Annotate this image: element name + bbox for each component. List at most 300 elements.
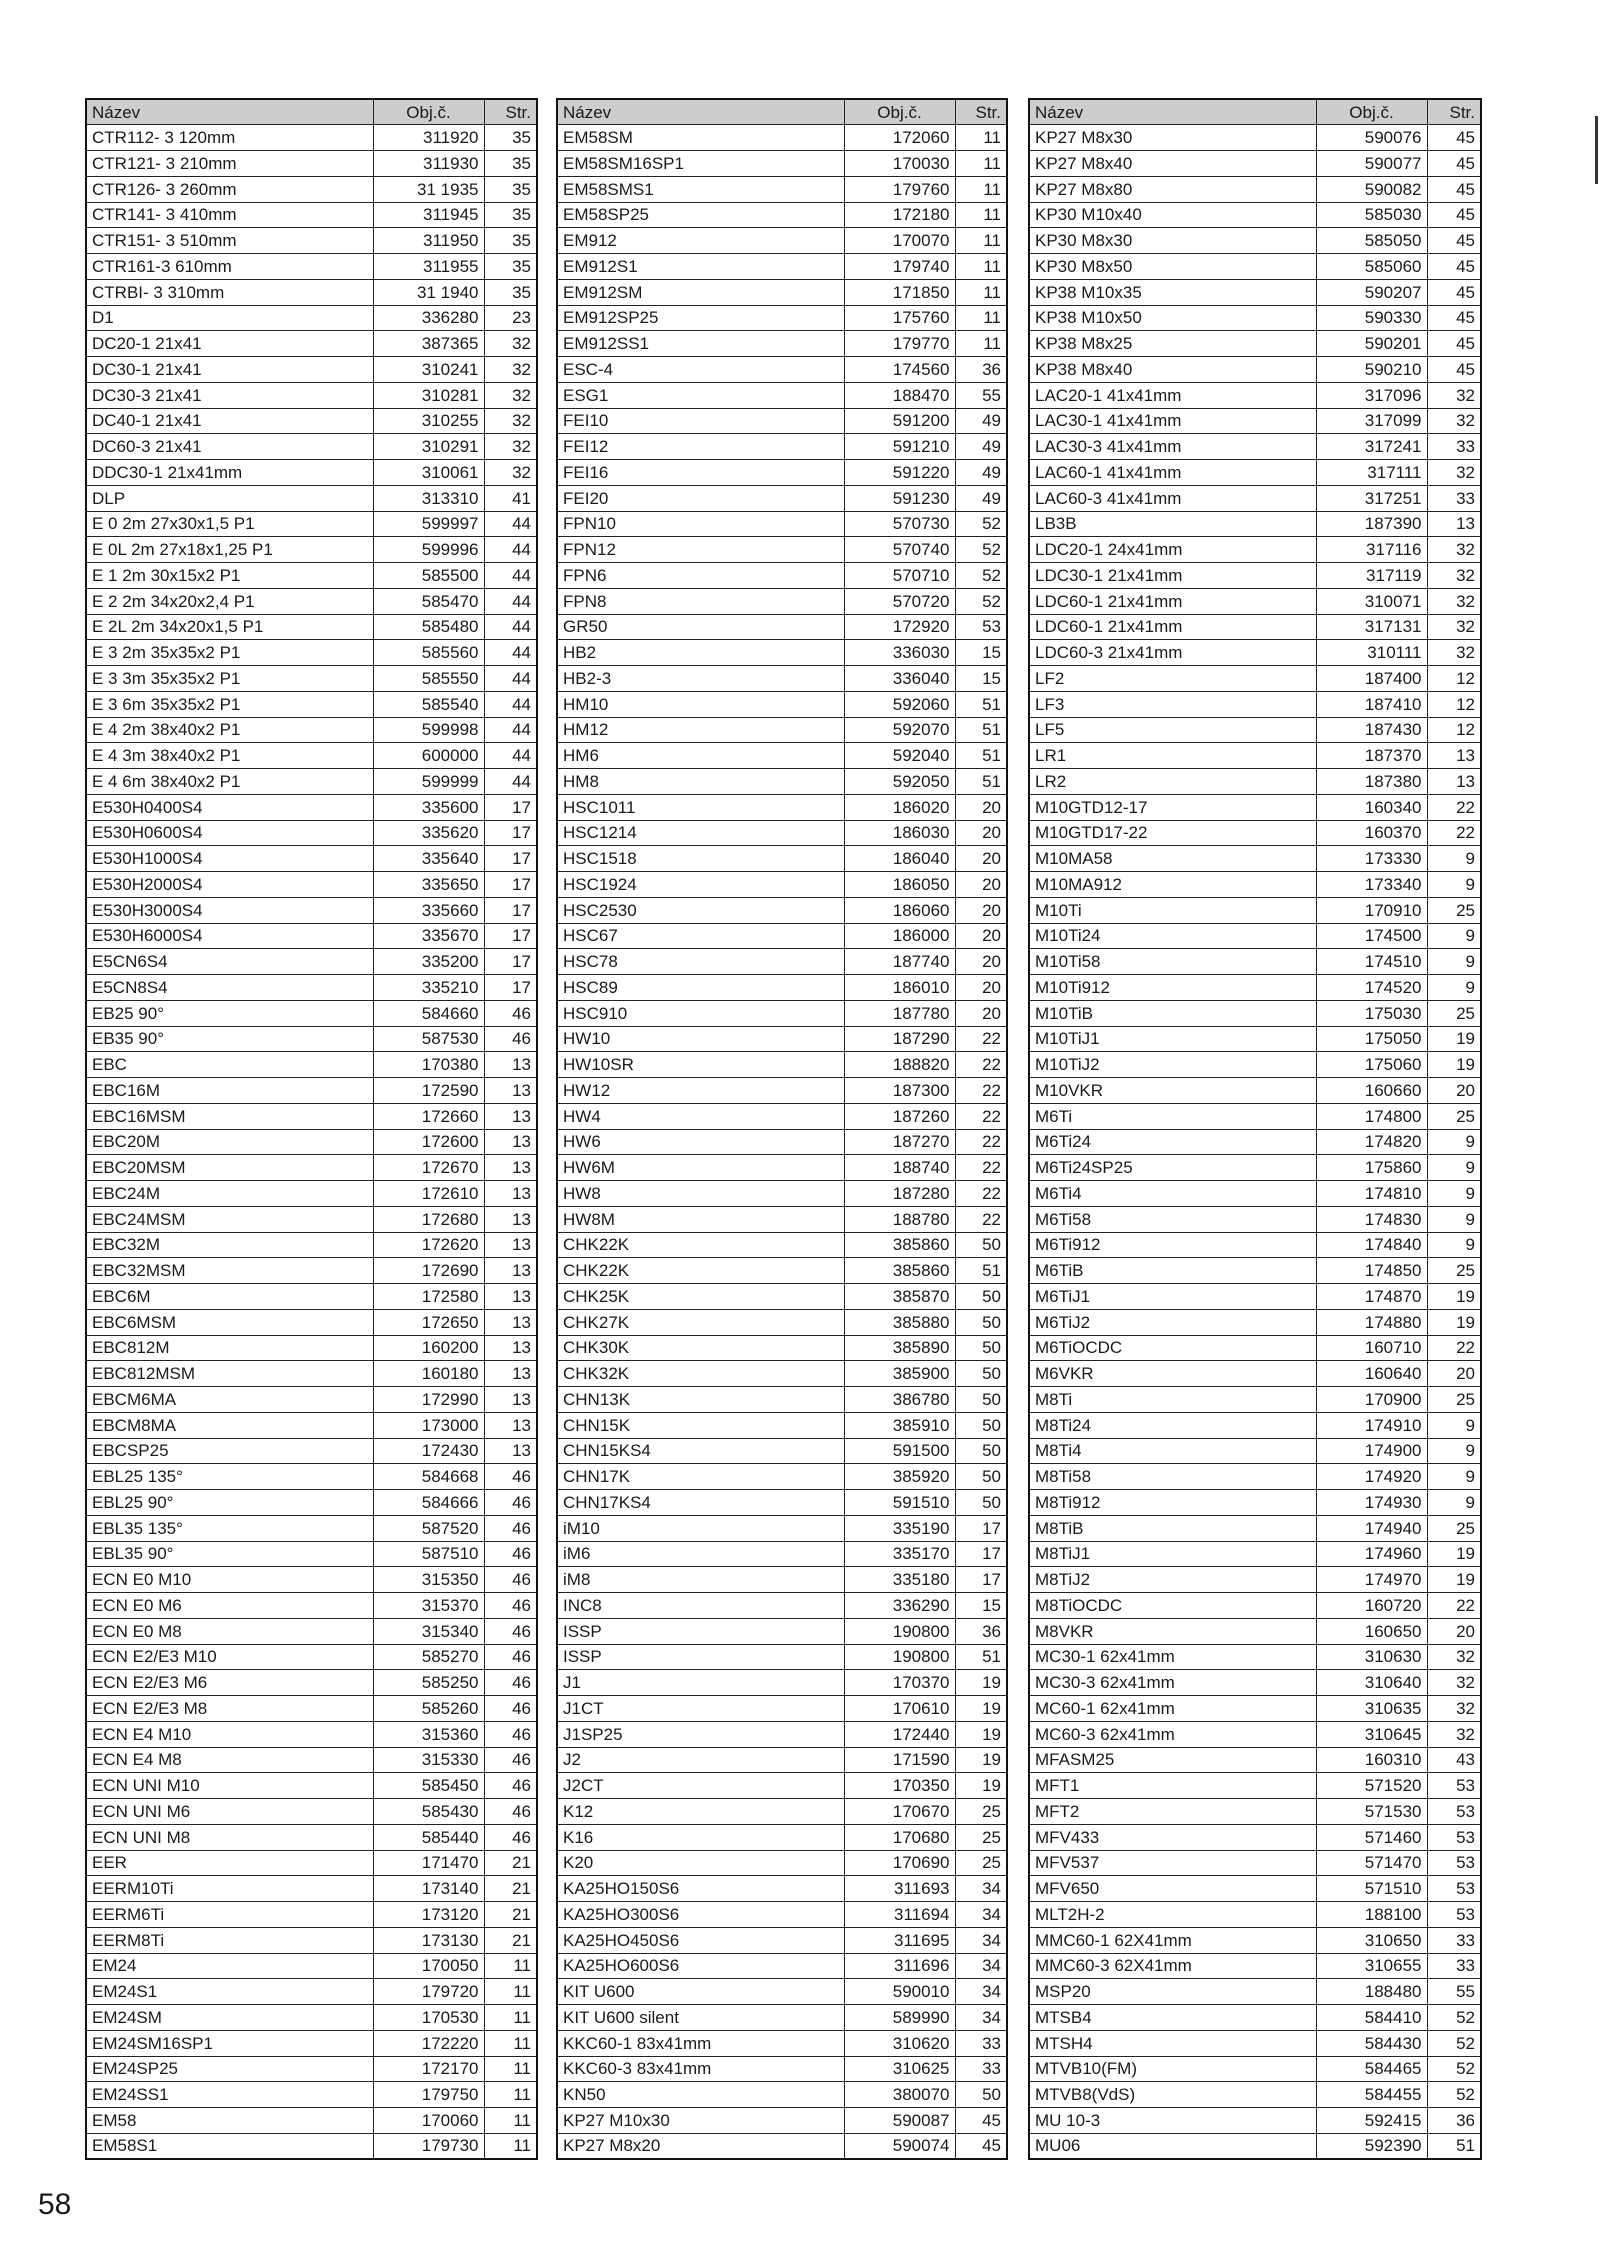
page-cell: 35 [484,176,537,202]
table-row [86,1103,537,1129]
item-name-cell: J2CT [557,1773,844,1799]
item-name-cell: M10TiB [1029,1000,1316,1026]
page-cell: 15 [955,1593,1007,1619]
page-cell: 49 [955,408,1007,434]
page-cell: 13 [484,1129,537,1155]
table-row [1029,1799,1481,1825]
page-cell: 51 [1427,2133,1481,2159]
order-number-cell: 585060 [1316,254,1427,280]
page-cell: 11 [955,176,1007,202]
page-cell: 20 [1427,1361,1481,1387]
order-number-cell: 584666 [373,1490,484,1516]
page-cell: 33 [955,2030,1007,2056]
page-cell: 44 [484,511,537,537]
table-row [557,1850,1007,1876]
order-number-cell: 592040 [844,743,955,769]
order-number-cell: 179770 [844,331,955,357]
order-number-cell: 160340 [1316,794,1427,820]
column-header-name: Název [1029,99,1316,125]
page-cell: 22 [955,1155,1007,1181]
table-row [86,897,537,923]
table-row [1029,1876,1481,1902]
order-number-cell: 172220 [373,2030,484,2056]
table-header [557,99,1007,125]
table-row [557,1876,1007,1902]
order-number-cell: 335650 [373,872,484,898]
item-name-cell: LF3 [1029,691,1316,717]
table-row [86,1593,537,1619]
index-table-3 [1028,98,1482,2160]
order-number-cell: 310655 [1316,1953,1427,1979]
page-cell: 21 [484,1876,537,1902]
order-number-cell: 170370 [844,1670,955,1696]
order-number-cell: 187430 [1316,717,1427,743]
page-cell: 34 [955,2005,1007,2031]
table-row [557,872,1007,898]
item-name-cell: EBC16M [86,1078,373,1104]
item-name-cell: M6Ti4 [1029,1181,1316,1207]
table-row [557,1721,1007,1747]
table-row [86,1979,537,2005]
page-cell: 11 [484,2030,537,2056]
item-name-cell: CTR141- 3 410mm [86,202,373,228]
table-row [86,331,537,357]
table-row [86,691,537,717]
item-name-cell: MU06 [1029,2133,1316,2159]
page-cell: 52 [1427,2082,1481,2108]
item-name-cell: KA25HO600S6 [557,1953,844,1979]
table-row [1029,2108,1481,2134]
table-row [557,1361,1007,1387]
table-row [86,1078,537,1104]
item-name-cell: EBC16MSM [86,1103,373,1129]
table-row [86,1412,537,1438]
table-row [557,1232,1007,1258]
table-row [557,228,1007,254]
item-name-cell: HW10 [557,1026,844,1052]
table-row [557,949,1007,975]
order-number-cell: 336280 [373,305,484,331]
page-cell: 43 [1427,1747,1481,1773]
page-cell: 22 [955,1078,1007,1104]
order-number-cell: 592390 [1316,2133,1427,2159]
item-name-cell: DLP [86,485,373,511]
order-number-cell: 187370 [1316,743,1427,769]
table-row [86,743,537,769]
table-row [557,614,1007,640]
table-row [86,1541,537,1567]
page-cell: 46 [484,1490,537,1516]
item-name-cell: FEI16 [557,460,844,486]
page-cell: 36 [955,1618,1007,1644]
item-name-cell: M10TiJ1 [1029,1026,1316,1052]
order-number-cell: 591210 [844,434,955,460]
page-cell: 51 [955,743,1007,769]
item-name-cell: LB3B [1029,511,1316,537]
order-number-cell: 186050 [844,872,955,898]
order-number-cell: 175030 [1316,1000,1427,1026]
order-number-cell: 310061 [373,460,484,486]
order-number-cell: 172590 [373,1078,484,1104]
page-cell: 52 [1427,2030,1481,2056]
page-cell: 50 [955,1438,1007,1464]
table-row [86,1850,537,1876]
order-number-cell: 310635 [1316,1696,1427,1722]
page-cell: 46 [484,1026,537,1052]
order-number-cell: 585030 [1316,202,1427,228]
order-number-cell: 174850 [1316,1258,1427,1284]
item-name-cell: LAC30-1 41x41mm [1029,408,1316,434]
item-name-cell: EM912S1 [557,254,844,280]
table-row [1029,1696,1481,1722]
table-row [557,1335,1007,1361]
table-row [1029,614,1481,640]
item-name-cell: M10MA912 [1029,872,1316,898]
table-row [557,1515,1007,1541]
table-row [557,1464,1007,1490]
item-name-cell: EBL35 90° [86,1541,373,1567]
page-cell: 9 [1427,975,1481,1001]
item-name-cell: EM24SP25 [86,2056,373,2082]
item-name-cell: ECN E0 M8 [86,1618,373,1644]
order-number-cell: 571470 [1316,1850,1427,1876]
table-row [557,1593,1007,1619]
order-number-cell: 171850 [844,279,955,305]
table-row [86,1567,537,1593]
page-cell: 34 [955,1902,1007,1928]
page-cell: 11 [955,305,1007,331]
order-number-cell: 160720 [1316,1593,1427,1619]
item-name-cell: FPN12 [557,537,844,563]
page-cell: 46 [484,1000,537,1026]
order-number-cell: 584668 [373,1464,484,1490]
page-cell: 46 [484,1721,537,1747]
item-name-cell: KP38 M10x35 [1029,279,1316,305]
table-row [1029,151,1481,177]
table-row [1029,1541,1481,1567]
page-cell: 19 [1427,1284,1481,1310]
table-row [1029,1953,1481,1979]
page-cell: 52 [955,563,1007,589]
order-number-cell: 174910 [1316,1412,1427,1438]
table-row [86,1464,537,1490]
page-cell: 17 [484,794,537,820]
item-name-cell: KP27 M8x80 [1029,176,1316,202]
page-cell: 53 [955,614,1007,640]
table-row [1029,382,1481,408]
table-row [1029,228,1481,254]
table-body [557,125,1007,2159]
table-row [557,846,1007,872]
order-number-cell: 179720 [373,1979,484,2005]
table-row [557,279,1007,305]
item-name-cell: KP27 M8x30 [1029,125,1316,151]
page-cell: 17 [484,820,537,846]
item-name-cell: HW10SR [557,1052,844,1078]
table-row [1029,1155,1481,1181]
page-cell: 19 [1427,1052,1481,1078]
order-number-cell: 174940 [1316,1515,1427,1541]
table-row [1029,176,1481,202]
order-number-cell: 585440 [373,1824,484,1850]
table-row [86,1927,537,1953]
item-name-cell: M6TiOCDC [1029,1335,1316,1361]
page-cell: 19 [1427,1309,1481,1335]
page-cell: 11 [955,279,1007,305]
item-name-cell: M8VKR [1029,1618,1316,1644]
item-name-cell: EM24SM16SP1 [86,2030,373,2056]
item-name-cell: MC60-3 62x41mm [1029,1721,1316,1747]
item-name-cell: ISSP [557,1644,844,1670]
item-name-cell: CHK22K [557,1258,844,1284]
item-name-cell: J1 [557,1670,844,1696]
table-row [557,1824,1007,1850]
item-name-cell: EM912SS1 [557,331,844,357]
page-cell: 35 [484,151,537,177]
page-cell: 46 [484,1799,537,1825]
order-number-cell: 590330 [1316,305,1427,331]
table-row [86,1490,537,1516]
order-number-cell: 174840 [1316,1232,1427,1258]
order-number-cell: 175860 [1316,1155,1427,1181]
table-row [557,1412,1007,1438]
table-row [1029,794,1481,820]
item-name-cell: EERM8Ti [86,1927,373,1953]
page-cell: 11 [955,228,1007,254]
order-number-cell: 311945 [373,202,484,228]
page-cell: 45 [955,2133,1007,2159]
page-cell: 13 [1427,743,1481,769]
table-header [1029,99,1481,125]
order-number-cell: 170530 [373,2005,484,2031]
item-name-cell: DDC30-1 21x41mm [86,460,373,486]
page-cell: 52 [1427,2056,1481,2082]
order-number-cell: 385920 [844,1464,955,1490]
page-cell: 50 [955,1490,1007,1516]
page-cell: 19 [1427,1541,1481,1567]
table-row [86,2030,537,2056]
table-row [1029,1206,1481,1232]
order-number-cell: 571530 [1316,1799,1427,1825]
page-cell: 50 [955,1335,1007,1361]
order-number-cell: 174830 [1316,1206,1427,1232]
table-row [1029,1490,1481,1516]
table-row [1029,1747,1481,1773]
order-number-cell: 175060 [1316,1052,1427,1078]
item-name-cell: KP27 M8x40 [1029,151,1316,177]
page-cell: 36 [955,357,1007,383]
table-row [86,1335,537,1361]
order-number-cell: 584455 [1316,2082,1427,2108]
item-name-cell: HSC1214 [557,820,844,846]
item-name-cell: KP30 M8x50 [1029,254,1316,280]
table-row [557,305,1007,331]
item-name-cell: EBCSP25 [86,1438,373,1464]
page-cell: 44 [484,563,537,589]
page-cell: 32 [1427,563,1481,589]
item-name-cell: MMC60-1 62X41mm [1029,1927,1316,1953]
item-name-cell: E530H0600S4 [86,820,373,846]
item-name-cell: CHK32K [557,1361,844,1387]
item-name-cell: MTVB8(VdS) [1029,2082,1316,2108]
page-cell: 25 [1427,1387,1481,1413]
order-number-cell: 591200 [844,408,955,434]
table-row [557,640,1007,666]
item-name-cell: EM24SS1 [86,2082,373,2108]
item-name-cell: FPN6 [557,563,844,589]
item-name-cell: EM58S1 [86,2133,373,2159]
item-name-cell: MTVB10(FM) [1029,2056,1316,2082]
order-number-cell: 187270 [844,1129,955,1155]
order-number-cell: 590210 [1316,357,1427,383]
table-row [1029,331,1481,357]
order-number-cell: 174810 [1316,1181,1427,1207]
order-number-cell: 188740 [844,1155,955,1181]
order-number-cell: 187280 [844,1181,955,1207]
order-number-cell: 172600 [373,1129,484,1155]
order-number-cell: 591510 [844,1490,955,1516]
table-row [1029,846,1481,872]
table-row [1029,1438,1481,1464]
item-name-cell: LDC60-1 21x41mm [1029,614,1316,640]
page-cell: 20 [1427,1078,1481,1104]
item-name-cell: HSC2530 [557,897,844,923]
item-name-cell: INC8 [557,1593,844,1619]
table-row [557,408,1007,434]
page-cell: 13 [484,1078,537,1104]
item-name-cell: CHN17KS4 [557,1490,844,1516]
item-name-cell: HW6 [557,1129,844,1155]
table-row [86,1438,537,1464]
item-name-cell: ECN E2/E3 M6 [86,1670,373,1696]
table-row [86,563,537,589]
table-row [86,1773,537,1799]
table-row [557,717,1007,743]
item-name-cell: E530H1000S4 [86,846,373,872]
column-header-order-number: Obj.č. [844,99,955,125]
order-number-cell: 170050 [373,1953,484,1979]
table-row [557,1644,1007,1670]
item-name-cell: MFV433 [1029,1824,1316,1850]
item-name-cell: LAC30-3 41x41mm [1029,434,1316,460]
page-cell: 53 [1427,1876,1481,1902]
item-name-cell: HW12 [557,1078,844,1104]
order-number-cell: 310625 [844,2056,955,2082]
item-name-cell: CTR161-3 610mm [86,254,373,280]
item-name-cell: GR50 [557,614,844,640]
table-row [86,717,537,743]
table-row [557,460,1007,486]
order-number-cell: 590087 [844,2108,955,2134]
order-number-cell: 186000 [844,923,955,949]
column-header-order-number: Obj.č. [373,99,484,125]
item-name-cell: MC30-3 62x41mm [1029,1670,1316,1696]
order-number-cell: 317099 [1316,408,1427,434]
item-name-cell: KKC60-3 83x41mm [557,2056,844,2082]
order-number-cell: 317131 [1316,614,1427,640]
order-number-cell: 179760 [844,176,955,202]
page-cell: 15 [955,640,1007,666]
order-number-cell: 592060 [844,691,955,717]
column-header-page: Str. [955,99,1007,125]
item-name-cell: KA25HO450S6 [557,1927,844,1953]
order-number-cell: 171590 [844,1747,955,1773]
page-cell: 22 [955,1129,1007,1155]
page-cell: 41 [484,485,537,511]
order-number-cell: 179730 [373,2133,484,2159]
order-number-cell: 172620 [373,1232,484,1258]
table-row [1029,485,1481,511]
table-row [1029,1902,1481,1928]
table-body [86,125,537,2159]
item-name-cell: LDC20-1 24x41mm [1029,537,1316,563]
table-row [1029,1773,1481,1799]
item-name-cell: J2 [557,1747,844,1773]
order-number-cell: 172610 [373,1181,484,1207]
order-number-cell: 173330 [1316,846,1427,872]
table-row [1029,2005,1481,2031]
page-cell: 19 [1427,1026,1481,1052]
order-number-cell: 591500 [844,1438,955,1464]
order-number-cell: 170350 [844,1773,955,1799]
table-row [557,1078,1007,1104]
page-cell: 33 [1427,485,1481,511]
page-cell: 45 [1427,228,1481,254]
item-name-cell: EBC [86,1052,373,1078]
table-row [1029,1026,1481,1052]
order-number-cell: 311695 [844,1927,955,1953]
order-number-cell: 315330 [373,1747,484,1773]
order-number-cell: 385860 [844,1258,955,1284]
table-row [86,1696,537,1722]
item-name-cell: ECN UNI M8 [86,1824,373,1850]
page-cell: 45 [1427,357,1481,383]
page-cell: 46 [484,1593,537,1619]
table-row [1029,1618,1481,1644]
page-cell: 32 [1427,614,1481,640]
table-row [1029,537,1481,563]
table-row [557,176,1007,202]
order-number-cell: 186010 [844,975,955,1001]
order-number-cell: 311950 [373,228,484,254]
page-cell: 13 [484,1155,537,1181]
page-cell: 22 [1427,1335,1481,1361]
item-name-cell: M8TiOCDC [1029,1593,1316,1619]
table-row [557,254,1007,280]
table-row [1029,975,1481,1001]
order-number-cell: 590207 [1316,279,1427,305]
table-row [86,1515,537,1541]
page-cell: 11 [484,2082,537,2108]
order-number-cell: 160310 [1316,1747,1427,1773]
page-cell: 9 [1427,1206,1481,1232]
order-number-cell: 587530 [373,1026,484,1052]
item-name-cell: EBC20M [86,1129,373,1155]
table-row [1029,1078,1481,1104]
item-name-cell: M6Ti [1029,1103,1316,1129]
header-row [1029,99,1481,125]
item-name-cell: EBC6MSM [86,1309,373,1335]
item-name-cell: HM10 [557,691,844,717]
page-cell: 53 [1427,1902,1481,1928]
item-name-cell: LR2 [1029,769,1316,795]
order-number-cell: 335620 [373,820,484,846]
column-header-name: Název [557,99,844,125]
table-row [86,1902,537,1928]
page-cell: 9 [1427,1181,1481,1207]
table-row [557,975,1007,1001]
table-row [1029,511,1481,537]
